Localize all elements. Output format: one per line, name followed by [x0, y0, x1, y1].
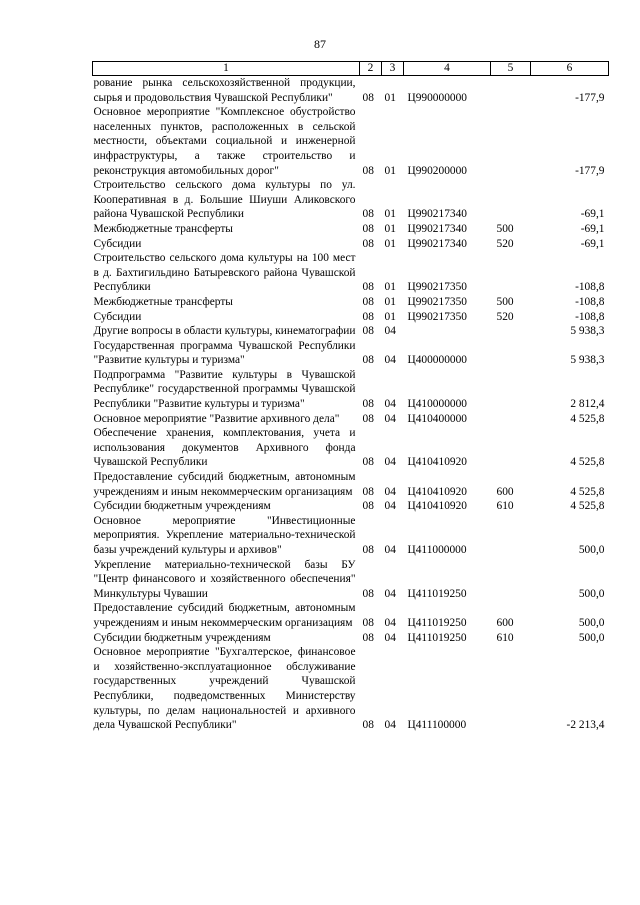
row-section: 08 — [362, 616, 374, 629]
table-row — [93, 645, 609, 733]
row-target-article: Ц990217340 — [407, 222, 467, 235]
row-name: Государственная программа Чувашской Республики "Развитие культуры и туризма" — [93, 339, 356, 367]
row-section: 08 — [362, 587, 374, 600]
row-subsection: 01 — [384, 310, 396, 323]
table-row — [93, 499, 609, 514]
row-expense-type: 520 — [496, 310, 514, 323]
row-target-article: Ц410000000 — [407, 398, 467, 411]
row-target-article: Ц411000000 — [407, 544, 467, 556]
row-amount: -177,9 — [575, 91, 605, 104]
row-section: 08 — [362, 412, 374, 425]
row-subsection: 01 — [384, 91, 396, 104]
row-subsection: 04 — [384, 354, 396, 367]
row-section: 08 — [362, 325, 374, 338]
row-target-article: Ц410410920 — [407, 456, 467, 469]
table-row — [93, 105, 609, 178]
row-subsection: 04 — [384, 719, 396, 732]
header-col-6: 6 — [531, 62, 609, 76]
row-amount: -69,1 — [580, 208, 605, 221]
row-name: Субсидии бюджетным учреждениям — [93, 500, 271, 513]
row-name: Основное мероприятие "Инвестиционные мероприятия. Укрепление материально-технической базы учреждений культуры и архивов" — [93, 514, 356, 556]
row-target-article: Ц400000000 — [407, 354, 467, 367]
row-amount: 4 525,8 — [570, 456, 605, 469]
header-col-5: 5 — [491, 62, 531, 76]
row-expense-type — [491, 558, 531, 602]
row-subsection: 01 — [384, 281, 396, 294]
table-row — [93, 558, 609, 602]
row-expense-type: 610 — [496, 631, 514, 644]
row-target-article — [404, 324, 491, 339]
row-name: Субсидии бюджетным учреждениям — [93, 631, 271, 644]
row-expense-type — [491, 368, 531, 412]
row-name: рование рынка сельскохозяйственной продукции, сырья и продовольствия Чувашской Республики" — [93, 77, 356, 104]
row-amount: -2 213,4 — [566, 719, 605, 732]
row-amount: -108,8 — [575, 310, 605, 323]
row-section: 08 — [362, 91, 374, 104]
row-amount: 4 525,8 — [570, 412, 605, 425]
table-row — [93, 178, 609, 222]
header-col-3: 3 — [382, 62, 404, 76]
row-section: 08 — [362, 456, 374, 469]
table-row — [93, 76, 609, 106]
row-expense-type — [491, 645, 531, 733]
row-section: 08 — [362, 719, 374, 732]
row-name: Субсидии — [93, 310, 142, 323]
table-row — [93, 631, 609, 646]
table-row — [93, 251, 609, 295]
table-row — [93, 324, 609, 339]
table-row — [93, 310, 609, 325]
row-name: Основное мероприятие "Бухгалтерское, финансовое и хозяйственно-эксплуатационное обслуживание государственных учреждений Чувашской Республики, подведомственных Министерству культуры, по делам национальностей и архивного дела Чувашской Республики" — [93, 646, 356, 732]
row-name: Строительство сельского дома культуры на 100 мест в д. Бахтигильдино Батыревского района Чувашской Республики — [93, 252, 356, 294]
row-expense-type — [491, 324, 531, 339]
row-expense-type: 520 — [496, 237, 514, 250]
header-col-4: 4 — [404, 62, 491, 76]
row-amount: 500,0 — [578, 544, 605, 556]
row-subsection: 04 — [384, 544, 396, 556]
row-name: Строительство сельского дома культуры по ул. Кооперативная в д. Большие Шиуши Аликовского района Чувашской Республики — [93, 179, 356, 221]
row-subsection: 04 — [384, 500, 396, 513]
row-expense-type: 500 — [496, 295, 514, 308]
row-name: Межбюджетные трансферты — [93, 295, 233, 308]
row-amount: 500,0 — [578, 587, 605, 600]
row-subsection: 04 — [384, 631, 396, 644]
row-amount: -69,1 — [580, 222, 605, 235]
row-expense-type — [491, 514, 531, 558]
row-subsection: 04 — [384, 398, 396, 411]
row-subsection: 01 — [384, 164, 396, 177]
row-expense-type: 500 — [496, 222, 514, 235]
row-section: 08 — [362, 500, 374, 513]
row-section: 08 — [362, 281, 374, 294]
row-name: Укрепление материально-технической базы БУ "Центр финансового и хозяйственного обеспечения" Минкультуры Чувашии — [93, 558, 356, 600]
row-section: 08 — [362, 398, 374, 411]
row-target-article: Ц411019250 — [407, 616, 467, 629]
row-amount: -108,8 — [575, 281, 605, 294]
table-row — [93, 426, 609, 470]
row-name: Субсидии — [93, 237, 142, 250]
table-row — [93, 222, 609, 237]
row-subsection: 04 — [384, 587, 396, 600]
row-subsection: 04 — [384, 325, 396, 338]
header-col-2: 2 — [360, 62, 382, 76]
row-expense-type — [491, 76, 531, 106]
row-expense-type — [491, 105, 531, 178]
table-body — [93, 76, 609, 733]
row-section: 08 — [362, 237, 374, 250]
row-section: 08 — [362, 208, 374, 221]
row-section: 08 — [362, 164, 374, 177]
row-subsection: 04 — [384, 456, 396, 469]
row-expense-type — [491, 339, 531, 368]
row-amount: 4 525,8 — [570, 500, 605, 513]
row-target-article: Ц990217340 — [407, 237, 467, 250]
row-section: 08 — [362, 631, 374, 644]
row-name: Обеспечение хранения, комплектования, учета и использования документов Архивного фонда Чувашской Республики — [93, 427, 356, 469]
row-target-article: Ц990217350 — [407, 295, 467, 308]
row-target-article: Ц990000000 — [407, 91, 467, 104]
row-amount: -177,9 — [575, 164, 605, 177]
row-target-article: Ц990217350 — [407, 281, 467, 294]
table-row — [93, 295, 609, 310]
row-section: 08 — [362, 485, 374, 498]
table-row — [93, 368, 609, 412]
header-col-1: 1 — [93, 62, 360, 76]
row-target-article: Ц411019250 — [407, 631, 467, 644]
row-expense-type — [491, 412, 531, 427]
row-amount: 5 938,3 — [570, 325, 605, 338]
row-target-article: Ц990217340 — [407, 208, 467, 221]
row-target-article: Ц990217350 — [407, 310, 467, 323]
row-name: Другие вопросы в области культуры, кинематографии — [93, 325, 356, 338]
row-expense-type: 600 — [496, 616, 514, 629]
row-amount: 5 938,3 — [570, 354, 605, 367]
row-subsection: 04 — [384, 485, 396, 498]
row-section: 08 — [362, 295, 374, 308]
row-amount: -108,8 — [575, 295, 605, 308]
row-expense-type: 610 — [496, 500, 514, 513]
page-number: 87 — [314, 37, 326, 51]
row-expense-type — [491, 178, 531, 222]
table-header-row — [93, 62, 609, 76]
table-row — [93, 514, 609, 558]
row-subsection: 04 — [384, 412, 396, 425]
table-row — [93, 339, 609, 368]
row-amount: 500,0 — [578, 631, 605, 644]
row-target-article: Ц411019250 — [407, 587, 467, 600]
row-name: Подпрограмма "Развитие культуры в Чувашской Республике" государственной программы Чувашской Республики "Развитие культуры и туризма" — [93, 368, 356, 411]
row-amount: 2 812,4 — [570, 398, 605, 411]
row-name: Основное мероприятие "Развитие архивного дела" — [93, 412, 340, 425]
row-amount: 4 525,8 — [570, 485, 605, 498]
row-section: 08 — [362, 310, 374, 323]
row-subsection: 04 — [384, 616, 396, 629]
row-section: 08 — [362, 544, 374, 556]
table-row — [93, 412, 609, 427]
table-row — [93, 601, 609, 630]
row-amount: -69,1 — [580, 237, 605, 250]
row-subsection: 01 — [384, 237, 396, 250]
row-target-article: Ц990200000 — [407, 164, 467, 177]
row-section: 08 — [362, 222, 374, 235]
row-subsection: 01 — [384, 208, 396, 221]
row-target-article: Ц411100000 — [407, 719, 467, 732]
row-target-article: Ц410410920 — [407, 485, 467, 498]
row-subsection: 01 — [384, 295, 396, 308]
row-expense-type — [491, 426, 531, 470]
row-expense-type — [491, 251, 531, 295]
row-target-article: Ц410400000 — [407, 412, 467, 425]
budget-table — [92, 61, 609, 733]
row-name: Основное мероприятие "Комплексное обустройство населенных пунктов, расположенных в сельской местности, объектами социальной и инженерной инфраструктуры, а также строительство и реконструкция автомобильных дорог" — [93, 106, 356, 177]
row-name: Межбюджетные трансферты — [93, 222, 233, 235]
row-amount: 500,0 — [578, 616, 605, 629]
row-expense-type: 600 — [496, 485, 514, 498]
row-subsection: 01 — [384, 222, 396, 235]
table-row — [93, 470, 609, 499]
row-name: Предоставление субсидий бюджетным, автономным учреждениям и иным некоммерческим организациям — [93, 602, 356, 629]
row-target-article: Ц410410920 — [407, 500, 467, 513]
table-row — [93, 237, 609, 252]
row-name: Предоставление субсидий бюджетным, автономным учреждениям и иным некоммерческим организациям — [93, 471, 356, 498]
row-section: 08 — [362, 354, 374, 367]
